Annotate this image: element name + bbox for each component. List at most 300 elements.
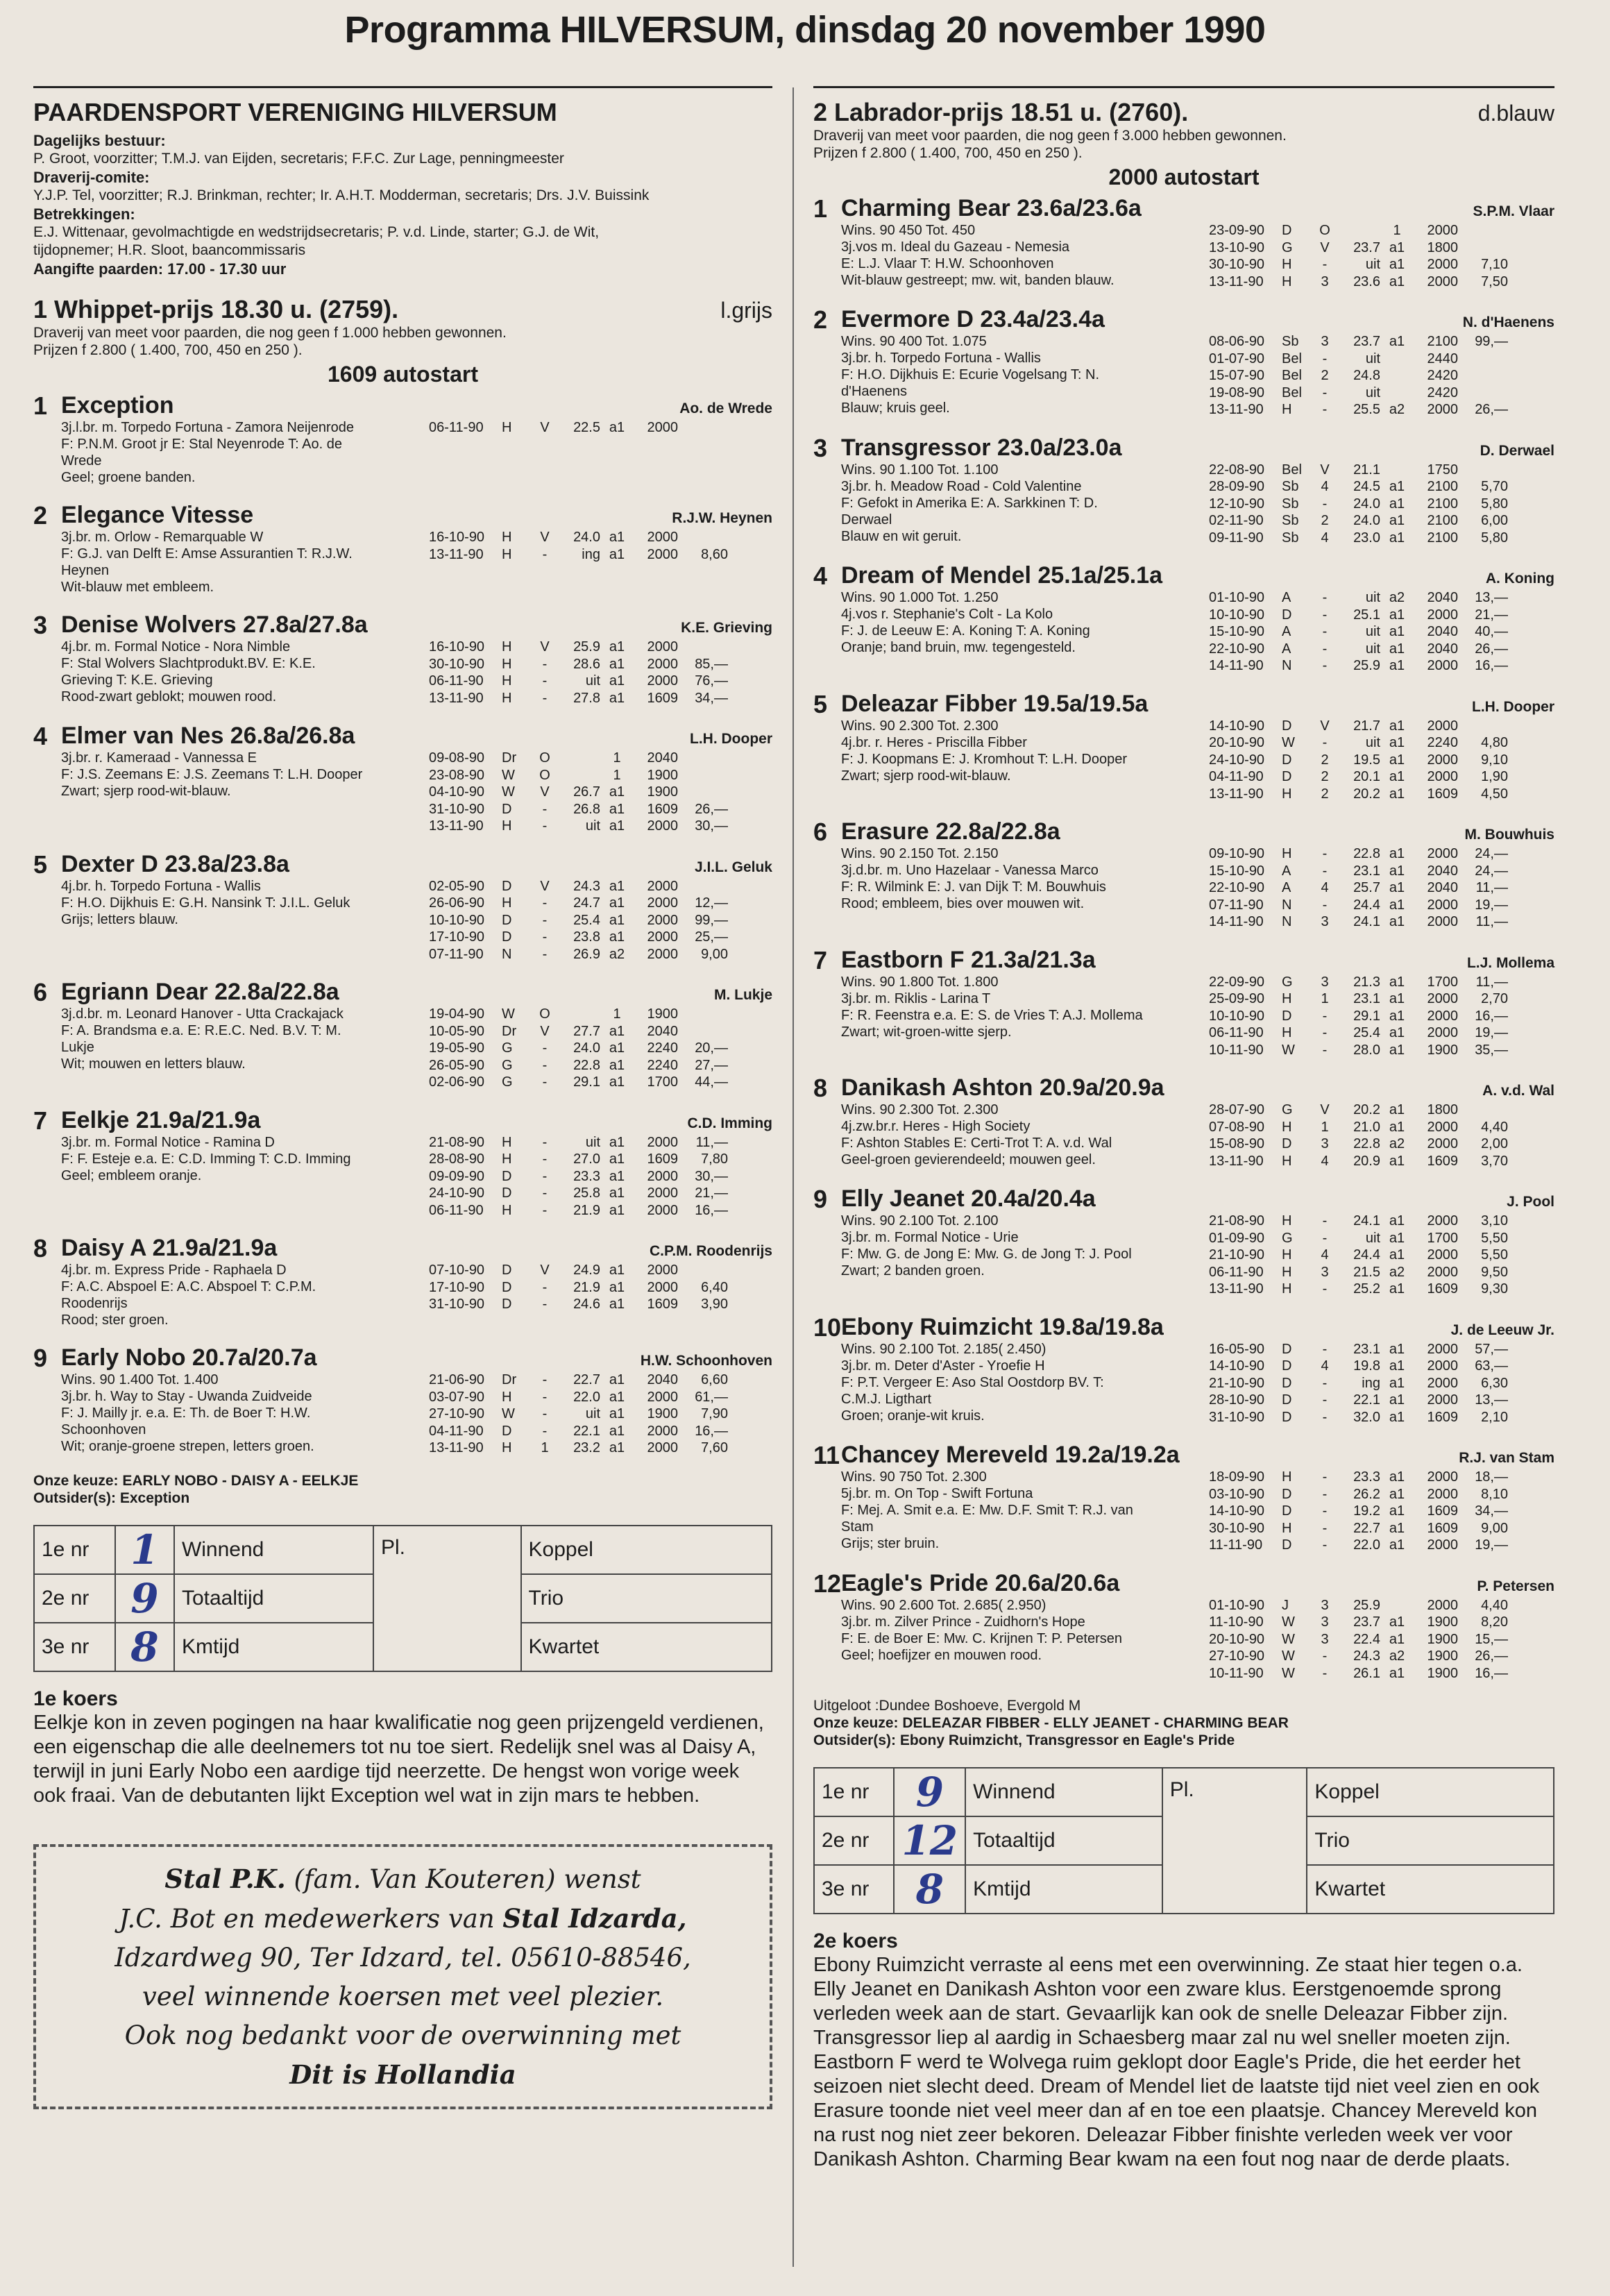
horse-info-line: Wins. 90 2.300 Tot. 2.300 [841, 718, 999, 734]
horse-entry [813, 818, 1554, 931]
perf-place: - [542, 818, 548, 834]
rule [33, 86, 772, 88]
race-1-koers-title: 1e koers [33, 1687, 118, 1710]
horse-details [61, 722, 772, 835]
perf-place: O [539, 1006, 550, 1022]
perf-place: V [1320, 1102, 1330, 1117]
perf-distance: 2000 [1427, 1247, 1458, 1263]
horse-performances [1209, 718, 1554, 803]
perf-code: a1 [609, 1389, 625, 1405]
bet-kmtijd[interactable]: Kmtijd [174, 1623, 373, 1671]
performance-row [1209, 1341, 1554, 1358]
horse-body [841, 222, 1554, 290]
horse-info-line: 3j.vos m. Ideal du Gazeau - Nemesia [841, 239, 1070, 255]
perf-place: - [1322, 1042, 1328, 1058]
horse-number: 5 [813, 689, 828, 718]
perf-time: 26.7 [573, 784, 600, 800]
perf-code: a1 [609, 1057, 625, 1073]
performance-row [429, 895, 772, 912]
perf-odds: 7,60 [701, 1440, 728, 1455]
perf-code: a1 [609, 690, 625, 706]
horse-performances [1209, 1341, 1554, 1426]
perf-date: 20-10-90 [1209, 735, 1265, 750]
perf-track: D [1282, 223, 1292, 238]
perf-place: - [1322, 1008, 1328, 1024]
ad-idzarda: Stal Idzarda, [502, 1902, 687, 1934]
perf-date: 07-11-90 [429, 946, 484, 962]
race-1-keuze: Onze keuze: EARLY NOBO - DAISY A - EELKJE [33, 1472, 359, 1489]
org-line: tijdopnemer; H.R. Sloot, baancommissaris [33, 242, 306, 258]
horse-info-line: 4j.br. m. Formal Notice - Nora Nimble [61, 639, 291, 655]
perf-date: 09-08-90 [429, 750, 485, 766]
perf-date: 27-10-90 [1209, 1648, 1265, 1664]
performance-row [429, 639, 772, 656]
performance-row [1209, 1136, 1554, 1153]
row-label[interactable]: 1e nr [814, 1768, 894, 1816]
perf-place: 3 [1321, 273, 1329, 289]
ad-address: Idzardweg 90, Ter Idzard, tel. 05610-88546, [115, 1942, 691, 1973]
perf-code: a1 [1389, 1247, 1405, 1263]
bet-winnend[interactable]: Winnend [965, 1768, 1162, 1816]
perf-track: D [502, 1168, 512, 1184]
perf-distance: 1900 [647, 767, 678, 783]
perf-time: 22.1 [573, 1423, 600, 1439]
horse-header [841, 690, 1554, 718]
handwritten-number[interactable]: 8 [894, 1865, 965, 1914]
horse-body [841, 845, 1554, 931]
perf-date: 10-11-90 [1209, 1042, 1264, 1058]
perf-date: 14-10-90 [1209, 1503, 1265, 1519]
perf-place: - [1322, 735, 1328, 750]
perf-date: 02-06-90 [429, 1074, 485, 1090]
perf-time: 24.5 [1353, 479, 1380, 494]
page-title: Programma HILVERSUM, dinsdag 20 november 1990 [344, 9, 1266, 51]
perf-time: 24.4 [1353, 897, 1380, 913]
handwritten-number[interactable]: 9 [115, 1574, 174, 1623]
horse-header [61, 1106, 772, 1134]
horse-info-line: 3j.br. h. Way to Stay - Uwanda Zuidveide [61, 1389, 312, 1404]
performance-row [1209, 1665, 1554, 1682]
horse-info-line: Wins. 90 750 Tot. 2.300 [841, 1469, 987, 1485]
performance-row [429, 673, 772, 690]
perf-track: A [1282, 590, 1291, 605]
perf-date: 13-11-90 [1209, 402, 1264, 417]
horse-performances [1209, 333, 1554, 419]
perf-date: 10-10-90 [1209, 607, 1265, 623]
bet-trio[interactable]: Trio [521, 1574, 772, 1623]
perf-distance: 2000 [1427, 718, 1458, 734]
horse-trainer: C.D. Imming [687, 1115, 772, 1131]
perf-odds: 8,10 [1481, 1486, 1508, 1502]
perf-distance: 2000 [647, 1423, 678, 1439]
perf-time: 25.9 [573, 639, 600, 655]
perf-track: Bel [1282, 351, 1302, 366]
perf-distance: 2000 [647, 946, 678, 962]
org-name: PAARDENSPORT VERENIGING HILVERSUM [33, 98, 557, 126]
perf-time: 24.9 [573, 1263, 600, 1278]
perf-time: 32.0 [1353, 1409, 1380, 1425]
perf-odds: 6,00 [1481, 513, 1508, 528]
perf-code: a1 [609, 530, 625, 545]
perf-distance: 2000 [647, 1134, 678, 1150]
perf-time: 19.5 [1353, 752, 1380, 768]
perf-odds: 5,80 [1481, 496, 1508, 512]
perf-time: 27.0 [573, 1151, 600, 1167]
perf-date: 07-08-90 [1209, 1119, 1265, 1135]
horse-name: Dream of Mendel 25.1a/25.1a [841, 562, 1163, 589]
perf-time: 25.4 [1353, 1025, 1380, 1040]
horse-performances [1209, 1469, 1554, 1554]
perf-track: H [502, 546, 512, 562]
perf-distance: 2000 [1427, 752, 1458, 768]
bet-kmtijd[interactable]: Kmtijd [965, 1865, 1162, 1914]
perf-date: 17-10-90 [429, 929, 485, 945]
perf-distance: 2000 [1427, 1119, 1458, 1135]
perf-odds: 76,— [695, 673, 728, 689]
perf-distance: 2000 [1427, 914, 1458, 929]
performance-row [1209, 239, 1554, 257]
performance-row [1209, 1614, 1554, 1631]
perf-place: - [1322, 624, 1328, 639]
horse-trainer: M. Lukje [713, 987, 772, 1003]
horse-info [841, 222, 1209, 290]
horse-info-line: 4j.vos r. Stephanie's Colt - La Kolo [841, 607, 1053, 622]
perf-code: a1 [1389, 1341, 1405, 1357]
horse-info-line: Wrede [61, 453, 102, 469]
perf-code: a1 [609, 818, 625, 834]
perf-distance: 2000 [647, 1279, 678, 1295]
perf-distance: 2000 [1427, 1136, 1458, 1151]
perf-distance: 2000 [647, 1202, 678, 1218]
perf-code: a1 [1389, 863, 1405, 879]
horse-trainer: L.H. Dooper [1472, 698, 1554, 715]
horse-number: 3 [813, 433, 828, 462]
perf-distance: 1900 [1427, 1042, 1458, 1058]
horse-name: Exception [61, 392, 174, 419]
perf-code: a1 [1389, 273, 1405, 289]
perf-date: 18-09-90 [1209, 1469, 1265, 1485]
perf-place: - [542, 801, 548, 817]
perf-place: 2 [1321, 752, 1329, 768]
bet-winnend[interactable]: Winnend [174, 1526, 373, 1574]
perf-code: a1 [609, 673, 625, 689]
perf-odds: 57,— [1475, 1341, 1508, 1357]
perf-odds [678, 750, 729, 767]
perf-odds: 99,— [695, 912, 728, 928]
perf-code: a1 [609, 929, 625, 945]
perf-code: a1 [1389, 1281, 1405, 1297]
perf-odds: 34,— [1475, 1503, 1508, 1519]
perf-date: 31-10-90 [429, 801, 485, 817]
perf-distance: 2000 [1427, 1375, 1458, 1391]
horse-info-line: Oranje; band bruin, mw. tegengesteld. [841, 640, 1076, 655]
horse-details [841, 1569, 1554, 1682]
perf-date: 26-06-90 [429, 895, 485, 911]
horse-number: 2 [33, 501, 48, 530]
perf-distance: 2000 [1427, 658, 1458, 673]
perf-place: V [540, 639, 550, 655]
perf-date: 01-10-90 [1209, 590, 1265, 605]
horse-name: Dexter D 23.8a/23.8a [61, 850, 289, 877]
perf-code: a1 [609, 895, 625, 911]
perf-odds: 2,70 [1481, 991, 1508, 1006]
bet-totaaltijd[interactable]: Totaaltijd [965, 1816, 1162, 1865]
horse-performances [1209, 222, 1554, 290]
horse-header [841, 1441, 1554, 1469]
performance-row [1209, 385, 1554, 402]
perf-place: - [1322, 1213, 1328, 1229]
perf-distance: 1609 [647, 690, 678, 706]
org-line: Betrekkingen: [33, 205, 135, 223]
performance-row [1209, 1213, 1554, 1230]
horse-info-line: F: R. Wilmink E: J. van Dijk T: M. Bouwhuis [841, 879, 1106, 895]
handwritten-number[interactable]: 12 [894, 1816, 965, 1865]
horse-info [841, 462, 1209, 547]
perf-odds: 26,— [1475, 641, 1508, 657]
perf-track: A [1282, 880, 1291, 895]
horse-trainer: S.P.M. Vlaar [1473, 203, 1554, 219]
perf-odds: 24,— [1475, 846, 1508, 861]
horse-info-line: Rood; ster groen. [61, 1312, 169, 1328]
performance-row [1209, 273, 1554, 291]
perf-place: 1 [1321, 1119, 1329, 1135]
horse-info-line: Wins. 90 1.400 Tot. 1.400 [61, 1372, 219, 1387]
perf-distance: 2000 [1427, 846, 1458, 861]
perf-track: H [502, 1389, 512, 1405]
perf-code: a1 [609, 1168, 625, 1184]
horse-info-line: F: J.S. Zeemans E: J.S. Zeemans T: L.H. Dooper [61, 767, 363, 782]
perf-odds: 8,20 [1481, 1614, 1508, 1630]
perf-track: D [1282, 1409, 1292, 1425]
perf-place: V [540, 530, 550, 545]
perf-place: - [542, 1057, 548, 1073]
perf-code: a1 [1389, 991, 1405, 1006]
perf-time: 21.1 [1353, 462, 1380, 478]
perf-track: W [1282, 735, 1295, 750]
bet-koppel[interactable]: Koppel [521, 1526, 772, 1574]
perf-code: a1 [1389, 624, 1405, 639]
race-2-start: 2000 autostart [1108, 164, 1260, 189]
perf-track: H [1282, 1153, 1292, 1169]
horse-info-line: Wit-blauw gestreept; mw. wit, banden blauw. [841, 273, 1115, 288]
perf-date: 06-11-90 [429, 420, 484, 435]
horse-number: 11 [813, 1441, 840, 1469]
horse-info [841, 1469, 1209, 1554]
race-1-header [33, 295, 772, 324]
handwritten-number[interactable]: 1 [115, 1526, 174, 1574]
performance-row [429, 1423, 772, 1440]
perf-code: a1 [609, 1279, 625, 1295]
perf-odds [678, 1262, 729, 1279]
horse-entry [33, 850, 772, 963]
perf-track: H [502, 420, 512, 435]
perf-distance: 2040 [647, 1023, 678, 1039]
perf-time: 20.2 [1353, 1102, 1380, 1117]
perf-date: 06-11-90 [429, 673, 484, 689]
perf-code [1380, 367, 1414, 385]
horse-header [61, 501, 772, 529]
perf-distance: 2000 [647, 656, 678, 672]
horse-header [841, 1074, 1554, 1101]
perf-odds [1458, 367, 1509, 385]
perf-odds: 6,30 [1481, 1375, 1508, 1391]
performance-row [429, 929, 772, 946]
perf-place: - [1322, 1409, 1328, 1425]
horse-info [841, 1341, 1209, 1426]
perf-place: - [1322, 1537, 1328, 1553]
performance-row [429, 1006, 772, 1023]
horse-number: 6 [813, 818, 828, 846]
perf-odds: 5,80 [1481, 530, 1508, 546]
horse-info-line: Rood; embleem, bies over mouwen wit. [841, 896, 1085, 911]
horse-body [61, 419, 772, 486]
perf-place: - [542, 1423, 548, 1439]
perf-distance: 2000 [647, 878, 678, 894]
perf-odds: 27,— [695, 1057, 728, 1073]
race-2-bet-form [813, 1767, 1554, 1914]
perf-track: H [1282, 402, 1292, 417]
perf-place: 2 [1321, 513, 1329, 528]
perf-odds: 19,— [1475, 1025, 1508, 1040]
horse-info-line: E: L.J. Vlaar T: H.W. Schoonhoven [841, 256, 1054, 271]
bet-kwartet[interactable]: Kwartet [521, 1623, 772, 1671]
horse-info-line: Blauw en wit geruit. [841, 528, 962, 544]
perf-code [1380, 462, 1414, 479]
perf-distance: 2000 [1427, 1341, 1458, 1357]
perf-place: - [542, 912, 548, 928]
perf-time: 22.7 [1353, 1520, 1380, 1536]
performance-row [1209, 462, 1554, 479]
bet-kwartet[interactable]: Kwartet [1307, 1865, 1554, 1914]
perf-distance: 2100 [1427, 334, 1458, 349]
horse-entry [33, 1234, 772, 1328]
row-label[interactable]: 1e nr [34, 1526, 115, 1574]
performance-row [1209, 974, 1554, 991]
perf-time: 29.1 [1353, 1008, 1380, 1024]
perf-track: H [502, 639, 512, 655]
perf-code: a1 [1389, 1665, 1405, 1681]
bet-totaaltijd[interactable]: Totaaltijd [174, 1574, 373, 1623]
horse-entry [813, 1185, 1554, 1298]
bet-placed[interactable]: Pl. [1162, 1768, 1307, 1914]
perf-distance: 2420 [1427, 385, 1458, 400]
horse-info-line: Wit; oranje-groene strepen, letters groen. [61, 1439, 314, 1454]
perf-code [1380, 351, 1414, 368]
handwritten-number[interactable]: 9 [894, 1768, 965, 1816]
horse-info-line: 3j.l.br. m. Torpedo Fortuna - Zamora Neijenrode [61, 420, 355, 435]
horse-performances [429, 529, 772, 596]
horse-performances [1209, 1597, 1554, 1682]
perf-distance: 2000 [1427, 1264, 1458, 1280]
horse-entry [813, 690, 1554, 803]
performance-row [1209, 256, 1554, 273]
perf-track: Sb [1282, 513, 1299, 528]
horse-entry [33, 1106, 772, 1219]
horse-number: 5 [33, 850, 48, 879]
perf-track: D [502, 912, 512, 928]
horse-body [841, 1213, 1554, 1298]
horse-info-line: Wins. 90 400 Tot. 1.075 [841, 334, 987, 349]
perf-odds [1458, 222, 1509, 239]
horse-number: 1 [33, 391, 48, 420]
perf-distance: 1609 [647, 1151, 678, 1167]
horse-header [61, 611, 772, 639]
perf-date: 27-10-90 [429, 1406, 485, 1421]
row-label[interactable]: 2e nr [814, 1816, 894, 1865]
performance-row [1209, 1153, 1554, 1170]
perf-odds: 19,— [1475, 897, 1508, 913]
perf-odds: 11,— [695, 1134, 728, 1150]
perf-date: 11-11-90 [1209, 1537, 1263, 1553]
horse-info [61, 1371, 429, 1457]
horse-info-line: F: H.O. Dijkhuis E: Ecurie Vogelsang T: N. [841, 367, 1100, 382]
horse-info-line: 3j.br. h. Torpedo Fortuna - Wallis [841, 351, 1041, 366]
bet-trio[interactable]: Trio [1307, 1816, 1554, 1865]
horse-name: Elegance Vitesse [61, 502, 254, 528]
horse-performances [1209, 1101, 1554, 1170]
row-label[interactable]: 2e nr [34, 1574, 115, 1623]
perf-code: a1 [1389, 897, 1405, 913]
perf-date: 28-10-90 [1209, 1392, 1265, 1408]
perf-distance: 1609 [647, 801, 678, 817]
horse-info-line: F: Mej. A. Smit e.a. E: Mw. D.F. Smit T: R.J. van [841, 1503, 1133, 1518]
perf-odds: 4,80 [1481, 735, 1508, 750]
perf-date: 03-07-90 [429, 1389, 485, 1405]
performance-row [429, 1074, 772, 1091]
perf-date: 10-05-90 [429, 1023, 485, 1039]
handwritten-number[interactable]: 8 [115, 1623, 174, 1671]
horse-name: Eagle's Pride 20.6a/20.6a [841, 1569, 1120, 1596]
perf-track: W [502, 1006, 515, 1022]
bet-placed[interactable]: Pl. [373, 1526, 521, 1671]
horse-info [61, 529, 429, 596]
bet-koppel[interactable]: Koppel [1307, 1768, 1554, 1816]
horse-info-line: Heynen [61, 563, 109, 578]
performance-row [1209, 496, 1554, 513]
perf-place: - [542, 1279, 548, 1295]
horse-info-line: Grieving T: K.E. Grieving [61, 673, 213, 688]
horse-info-line: F: J. de Leeuw E: A. Koning T: A. Koning [841, 623, 1090, 639]
perf-date: 06-11-90 [1209, 1025, 1264, 1040]
perf-track: H [502, 818, 512, 834]
perf-odds: 21,— [695, 1185, 728, 1201]
performance-row [1209, 1648, 1554, 1665]
performance-row [429, 1151, 772, 1168]
perf-place: - [1322, 385, 1328, 400]
perf-place: 2 [1321, 769, 1329, 784]
perf-code: a1 [609, 1423, 625, 1439]
perf-distance: 2000 [1427, 1213, 1458, 1229]
perf-odds [1458, 1101, 1509, 1119]
performance-row [429, 546, 772, 564]
perf-place: 4 [1321, 1153, 1329, 1169]
bet-row [814, 1768, 1554, 1816]
perf-odds [678, 878, 729, 895]
perf-track: D [502, 878, 512, 894]
horse-trainer: N. d'Haenens [1462, 314, 1554, 330]
perf-code: a1 [609, 1074, 625, 1090]
perf-track: D [1282, 1503, 1292, 1519]
horse-performances [429, 419, 772, 486]
perf-code: a1 [609, 1202, 625, 1218]
perf-track: N [1282, 897, 1292, 913]
horse-details [61, 850, 772, 963]
row-label[interactable]: 3e nr [34, 1623, 115, 1671]
perf-code: a2 [1389, 1136, 1405, 1151]
perf-odds [678, 529, 729, 546]
row-label[interactable]: 3e nr [814, 1865, 894, 1914]
perf-odds: 9,00 [1481, 1520, 1508, 1536]
